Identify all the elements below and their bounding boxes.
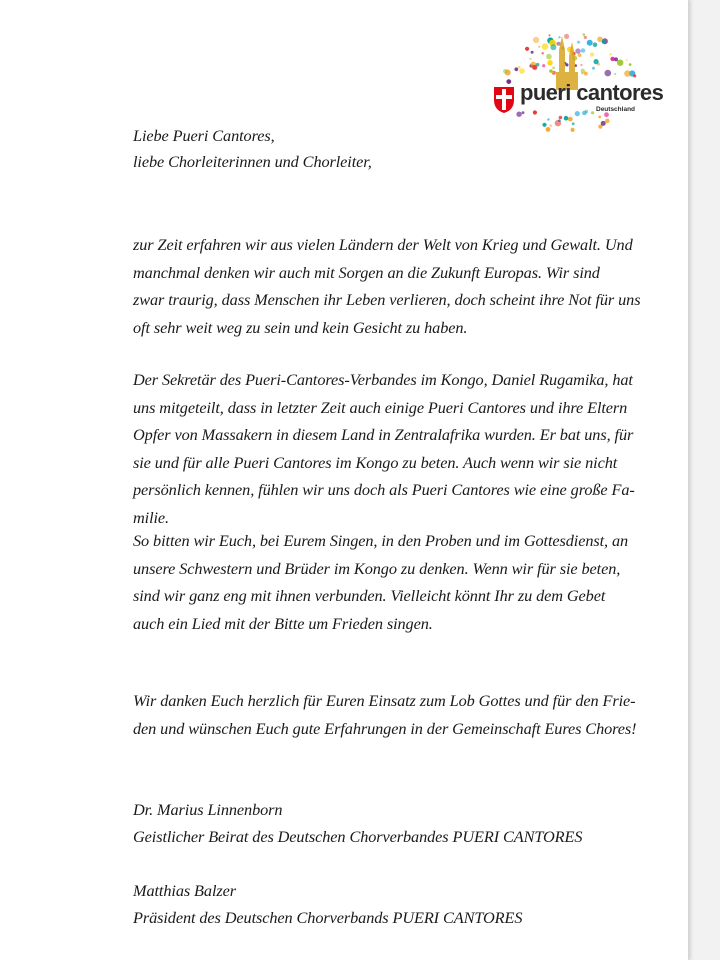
logo-dot (519, 68, 525, 74)
logo-dot (547, 118, 549, 120)
logo-dot (578, 53, 582, 57)
letter-paragraph (133, 366, 635, 531)
logo-dot (533, 110, 537, 114)
paragraph-line: milie. (133, 507, 170, 527)
logo-dot (593, 42, 598, 47)
logo-dot (542, 43, 549, 50)
logo-dot (629, 63, 632, 66)
logo-dot (585, 110, 588, 113)
paragraph-line: sind wir ganz eng mit ihnen verbunden. Vielleicht könnt Ihr zu dem Gebet (133, 586, 606, 605)
logo-dot (564, 34, 569, 39)
logo-dot (591, 111, 594, 114)
logo-dot (558, 36, 560, 38)
logo-dot (549, 69, 552, 72)
logo-dot (549, 34, 551, 36)
paragraph-line: Wir danken Euch herzlich für Euren Einsatz zum Lob Gottes und für den Frie- (133, 691, 636, 710)
logo-dot (559, 116, 563, 120)
logo-dot (605, 70, 612, 77)
paragraph-line: Opfer von Massakern in diesem Land in Zentralafrika wurden. Er bat uns, für (133, 425, 634, 444)
logo-dot (587, 40, 593, 46)
logo-dot (525, 47, 529, 51)
logo-dot (594, 59, 599, 64)
logo-dot (518, 66, 521, 69)
logo-dot (624, 70, 630, 76)
logo-dot (547, 60, 553, 66)
logo-dot (633, 74, 636, 77)
signature-block (133, 796, 653, 850)
logo-dot (590, 52, 594, 56)
logo-dot (506, 79, 511, 84)
logo-dot (584, 36, 587, 39)
paragraph-line: zur Zeit erfahren wir aus vielen Ländern der Welt von Krieg und Gewalt. Und (133, 235, 633, 254)
logo-dot (580, 64, 582, 66)
paragraph-line: den und wünschen Euch gute Erfahrungen in der Gemeinschaft Eures Chores! (133, 718, 637, 738)
logo-dot (626, 59, 628, 61)
logo-dot (602, 40, 606, 44)
signature-name: Matthias Balzer (133, 881, 236, 900)
logo-dot (598, 116, 601, 119)
signature-block (133, 877, 653, 931)
greeting-line: Liebe Pueri Cantores, (133, 126, 275, 145)
signature-role: Geistlicher Beirat des Deutschen Chorverbandes PUERI CANTORES (133, 827, 583, 846)
logo-dot (546, 54, 552, 60)
logo-dot (542, 52, 544, 54)
logo-dot (610, 53, 612, 55)
logo-dot (542, 64, 545, 67)
logo-dot (538, 46, 540, 48)
logo-dot (614, 57, 618, 61)
logo-dot (583, 33, 586, 36)
logo-dot (516, 112, 521, 117)
paragraph-line: Der Sekretär des Pueri-Cantores-Verbandes im Kongo, Daniel Rugamika, hat (133, 370, 633, 389)
logo-dot (577, 41, 580, 44)
paragraph-line: persönlich kennen, fühlen wir uns doch als Pueri Cantores wie eine große Fa- (133, 480, 635, 499)
logo-dot (564, 116, 569, 121)
paragraph-line: So bitten wir Euch, bei Eurem Singen, in den Proben und im Gottesdienst, an (133, 531, 629, 550)
logo-dot (503, 69, 508, 74)
logo-dot (533, 66, 537, 70)
logo-dot (550, 44, 556, 50)
logo-dot (522, 111, 525, 114)
logo-dot (575, 111, 580, 116)
paragraph-line: manchmal denken wir auch mit Sorgen an die Zukunft Europas. Wir sind (133, 262, 600, 282)
logo-dot (581, 48, 586, 53)
logo-dot (568, 117, 573, 122)
paragraph-line: auch ein Lied mit der Bitte um Frieden singen. (133, 613, 433, 633)
paragraph-line: oft sehr weit weg zu sein und kein Gesicht zu haben. (133, 317, 468, 337)
letter-greeting (133, 123, 633, 175)
cross-shield-icon (493, 86, 515, 114)
logo-dot (514, 67, 518, 71)
letter-paragraph (133, 687, 637, 742)
letter-paragraph (133, 527, 629, 637)
logo-dot (552, 66, 555, 69)
logo-dot (617, 60, 623, 66)
logo-dot (531, 51, 534, 54)
letter-paragraph (133, 231, 641, 341)
paragraph-line: unsere Schwestern und Brüder im Kongo zu denken. Wenn wir für sie beten, (133, 558, 621, 578)
paragraph-line: zwar traurig, dass Menschen ihr Leben verlieren, doch scheint ihre Not für uns (133, 290, 641, 309)
signature-role: Präsident des Deutschen Chorverbands PUERI CANTORES (133, 908, 523, 927)
paragraph-line: uns mitgeteilt, dass in letzter Zeit auch einige Pueri Cantores und ihre Eltern (133, 397, 628, 417)
logo-dot (575, 48, 580, 53)
logo-dot (529, 58, 531, 60)
logo-wordmark: pueri cantores (520, 80, 664, 105)
logo-dot (533, 37, 539, 43)
signature-name: Dr. Marius Linnenborn (133, 800, 283, 819)
logo-subtitle: Deutschland (596, 106, 636, 113)
logo-dot (592, 67, 595, 70)
logo-dot (581, 69, 585, 73)
greeting-line: liebe Chorleiterinnen und Chorleiter, (133, 152, 372, 171)
logo-dot (604, 112, 609, 117)
page-edge (688, 0, 689, 960)
paragraph-line: sie und für alle Pueri Cantores im Kongo zu beten. Auch wenn wir sie nicht (133, 452, 618, 472)
logo-dot (614, 73, 616, 75)
